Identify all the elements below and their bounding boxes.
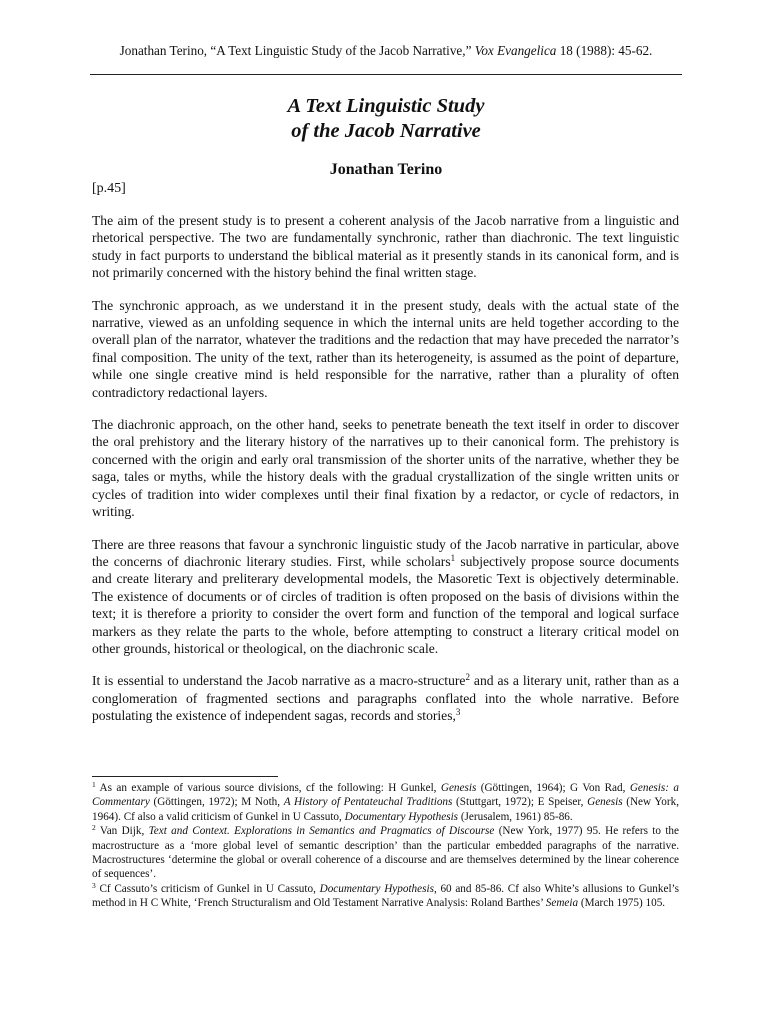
paragraph-1: The aim of the present study is to present a coherent analysis of the Jacob narrative from a linguistic and rhetorical perspective. The two are fundamentally synchronic, rather than diachronic. The text linguistic study in fact purports to understand the biblical material as it presently stands in its canonical form, and is not primarily concerned with the history behind the final written stage. bbox=[92, 213, 679, 281]
footnote-1: $^1$ As an example of various source divisions, cf the following: H Gunkel, Genesis (Göttingen, 1964); G Von Rad, Genesis: a Commentary (Göttingen, 1972); M Noth, A History of Pentateuchal Traditions (Stuttgart, 1972); E Speiser, Genesis (New York, 1964). Cf also a valid criticism of Gunkel in U Cassuto, Documentary Hypothesis (Jerusalem, 1961) 85-86. bbox=[92, 780, 679, 823]
paragraph-2: The synchronic approach, as we understand it in the present study, deals with the actual state of the narrative, viewed as an unfolding sequence in which the internal units are held together according to the overall plan of the narrator, whatever the traditions and the redaction that may have preceded the narrator’s final composition. The unity of the text, rather than its heterogeneity, is assumed as the point of departure, while one single creative mind is held responsible for the narrative, rather than a plurality of often contradictory redactional layers. bbox=[92, 297, 679, 400]
footnote-ref-3[interactable]: 3 bbox=[455, 707, 461, 718]
header-rule bbox=[90, 74, 682, 75]
paragraph-4: There are three reasons that favour a synchronic linguistic study of the Jacob narrative in particular, above the concerns of diachronic literary studies. First, while scholars$^1$ subjectively propose source documents and create literary and preliterary developmental models, the Masoretic Text is objectively determinable. The existence of documents or of circles of tradition is often proposed on the basis of divisions within the text; it is therefore a priority to consider the overt form and function of the temporal and logical surface markers as they relate the parts to the whole, before attempting to construct a literary critical model on other grounds, historical or theological, on the diachronic scale. bbox=[92, 536, 679, 656]
paragraph-5: It is essential to understand the Jacob narrative as a macro-structure$^2$ and as a literary unit, rather than as a conglomeration of fragmented sections and paragraphs conflated into the whole narrative. Before postulating the existence of independent sagas, records and stories,$^3$ bbox=[92, 672, 679, 724]
footnote-3: $^3$ Cf Cassuto’s criticism of Gunkel in U Cassuto, Documentary Hypothesis, 60 and 85-86. Cf also White’s allusions to Gunkel’s method in H C White, ‘French Structuralism and Old Testament Narrative Analysis: Roland Barthes’ Semeia (March 1975) 105. bbox=[92, 880, 680, 910]
footnotes bbox=[92, 781, 679, 911]
running-header bbox=[90, 42, 682, 60]
footnote-rule bbox=[92, 776, 278, 777]
article-body bbox=[92, 212, 679, 740]
footnote-2: $^2$ Van Dijk, Text and Context. Explorations in Semantics and Pragmatics of Discourse (New York, 1977) 95. He refers to the macrostructure as a ‘more global level of semantic description’ than the particular embedded paragraphs of the narrative. Macrostructures ‘determine the global or overall coherence of a discourse and are themselves determined by the linear coherence of sequences’. bbox=[92, 823, 679, 881]
author-name: Jonathan Terino bbox=[329, 161, 443, 178]
page-reference: [p.45] bbox=[92, 181, 126, 196]
footnote-ref-2[interactable]: 2 bbox=[465, 672, 470, 683]
header-citation: Jonathan Terino, “A Text Linguistic Study of the Jacob Narrative,” bbox=[119, 43, 475, 58]
article-title bbox=[90, 94, 682, 144]
header-journal: Vox Evangelica bbox=[474, 43, 557, 58]
title-line-1: A Text Linguistic Study bbox=[287, 95, 485, 117]
title-line-2: of the Jacob Narrative bbox=[291, 120, 481, 142]
header-volume: 18 (1988): 45-62. bbox=[556, 43, 653, 58]
paragraph-3: The diachronic approach, on the other hand, seeks to penetrate beneath the text itself in order to discover the oral prehistory and the literary history of the narratives up to their canonical form. The prehistory is concerned with the origin and early oral transmission of the shorter units of the narrative, whether they be saga, tales or myths, while the history deals with the gradual crystallization of the single written units or cycles of tradition into wider complexes until their final fixation by a redactor, or cycle of redactors, in writing. bbox=[92, 417, 679, 520]
footnote-ref-1[interactable]: 1 bbox=[450, 552, 456, 563]
